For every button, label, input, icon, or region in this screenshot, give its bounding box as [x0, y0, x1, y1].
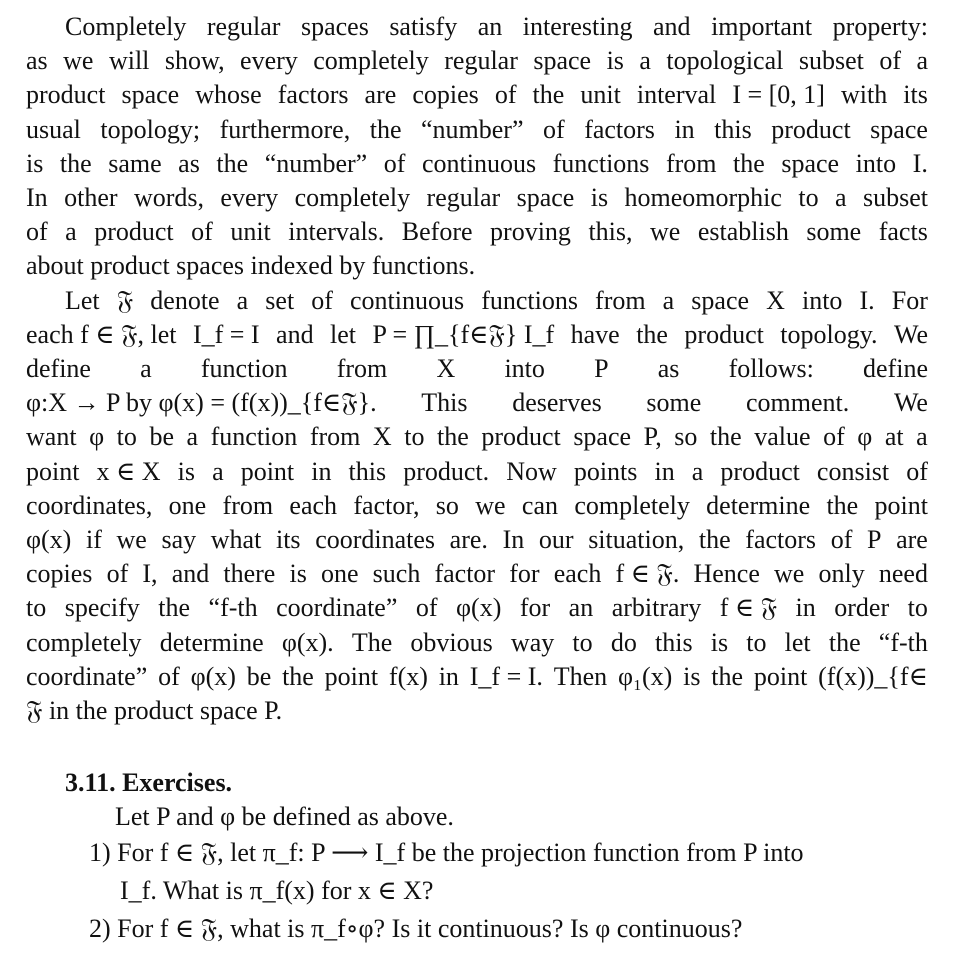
- word: a: [236, 285, 249, 315]
- text-line: [26, 78, 928, 112]
- word: f ∈ 𝔉: [719, 593, 778, 623]
- word: are: [364, 80, 397, 110]
- word: its: [275, 525, 301, 555]
- word: of: [383, 148, 406, 178]
- word: the: [711, 661, 744, 691]
- word: for: [519, 593, 551, 623]
- word: φ:X → P by φ(x) = (f(x))_{f∈𝔉}.: [26, 388, 377, 418]
- word: an: [477, 12, 503, 41]
- word: functions: [552, 148, 650, 178]
- word: the: [282, 661, 314, 691]
- word: product: [720, 456, 800, 486]
- text-line: [26, 318, 928, 352]
- word: let: [784, 627, 811, 657]
- word: our: [538, 525, 574, 555]
- word: functions: [481, 285, 578, 315]
- word: I.: [912, 148, 928, 178]
- word: of: [823, 422, 845, 452]
- word: set: [265, 285, 295, 315]
- word: P: [867, 525, 882, 555]
- word: an: [568, 593, 594, 623]
- word: from: [665, 148, 717, 178]
- text-line: [26, 44, 928, 78]
- text-line: [26, 147, 928, 181]
- word: the: [828, 627, 861, 657]
- word: for: [509, 559, 540, 589]
- word: this: [714, 114, 752, 144]
- word: a: [212, 456, 224, 486]
- word: property:: [832, 12, 928, 41]
- word: product.: [403, 456, 490, 486]
- word: 𝔉: [116, 285, 134, 315]
- word: determine: [706, 490, 811, 520]
- word: subset: [862, 183, 928, 213]
- word: in: [438, 661, 459, 691]
- word: point: [324, 661, 379, 691]
- word: regular: [426, 183, 501, 213]
- word: some: [646, 388, 702, 418]
- word: we: [116, 525, 147, 555]
- exercises-heading: 3.11. Exercises.: [65, 768, 233, 798]
- word: as: [26, 46, 48, 76]
- word: of: [879, 46, 901, 76]
- word: topological: [666, 46, 784, 76]
- word: other: [64, 183, 118, 213]
- word: and: [653, 12, 691, 41]
- word: usual: [26, 114, 81, 144]
- word: satisfy: [389, 12, 458, 41]
- word: so: [435, 490, 459, 520]
- word: coordinates: [315, 525, 436, 555]
- word: we: [475, 490, 506, 520]
- word: “f-th: [208, 593, 258, 623]
- word: of: [158, 661, 180, 691]
- word: product: [481, 422, 561, 452]
- word: this: [348, 456, 387, 486]
- word: 𝔉 in the product space P.: [26, 696, 283, 726]
- word: space: [870, 114, 928, 144]
- word: φ: [89, 422, 105, 452]
- word: is: [606, 46, 624, 76]
- word: point: [240, 456, 295, 486]
- word: subset: [798, 46, 864, 76]
- word: φ₁(x): [617, 661, 673, 691]
- word: will: [108, 46, 150, 76]
- word: In: [26, 183, 48, 213]
- word: spaces: [300, 12, 369, 41]
- word: unit: [230, 217, 271, 247]
- word: interval: [636, 80, 717, 110]
- word: and: [276, 319, 314, 349]
- word: a: [140, 354, 152, 384]
- word: its: [903, 80, 928, 110]
- text-line: [26, 694, 928, 728]
- paragraph-2: [26, 284, 928, 729]
- text-line: [26, 660, 928, 694]
- word: factor,: [353, 490, 420, 520]
- word: a: [835, 183, 847, 213]
- text-line: [26, 215, 928, 249]
- word: of: [26, 217, 48, 247]
- word: I_f = I.: [469, 661, 543, 691]
- word: the: [709, 422, 742, 452]
- word: X: [372, 422, 392, 452]
- word: from: [336, 354, 388, 384]
- word: in: [674, 114, 695, 144]
- word: into: [504, 354, 545, 384]
- word: to: [746, 627, 767, 657]
- word: point: [874, 490, 928, 520]
- word: of: [830, 525, 853, 555]
- word: the: [216, 148, 249, 178]
- word: function: [210, 422, 298, 452]
- word: X: [766, 285, 785, 315]
- word: is: [289, 559, 307, 589]
- word: continuous: [421, 148, 537, 178]
- word: φ: [857, 422, 873, 452]
- word: Now: [506, 456, 557, 486]
- word: the: [369, 114, 402, 144]
- word: factors: [584, 114, 655, 144]
- word: of: [415, 593, 438, 623]
- word: φ(x): [26, 525, 72, 555]
- text-line: [26, 284, 928, 318]
- word: “number”: [264, 148, 368, 178]
- word: specify: [64, 593, 140, 623]
- word: In: [502, 525, 525, 555]
- word: the: [698, 525, 731, 555]
- word: say: [161, 525, 197, 555]
- text-line: [26, 591, 928, 625]
- word: in: [311, 456, 332, 486]
- word: so: [674, 422, 698, 452]
- word: whose: [195, 80, 262, 110]
- word: do: [610, 627, 637, 657]
- text-line: [26, 455, 928, 489]
- word: determine: [159, 627, 264, 657]
- word: φ(x): [190, 661, 236, 691]
- word: “number”: [421, 114, 524, 144]
- word: to: [907, 593, 928, 623]
- word: a: [186, 422, 199, 452]
- word: I,: [142, 559, 158, 589]
- word: the: [158, 593, 191, 623]
- word: coordinate”: [276, 593, 398, 623]
- word: establish: [697, 217, 789, 247]
- word: coordinates,: [26, 490, 153, 520]
- word: coordinate”: [26, 661, 148, 691]
- word: product: [684, 319, 764, 349]
- word: value: [754, 422, 811, 452]
- word: define: [863, 354, 928, 384]
- word: This: [421, 388, 468, 418]
- word: need: [878, 559, 928, 589]
- word: this: [655, 627, 693, 657]
- word: space: [121, 80, 180, 110]
- word: I = [0, 1]: [732, 80, 825, 110]
- word: Let: [65, 285, 100, 315]
- word: some: [806, 217, 862, 247]
- word: factors: [277, 80, 349, 110]
- word: into: [855, 148, 897, 178]
- word: from: [309, 422, 361, 452]
- word: can: [521, 490, 558, 520]
- paragraph-1: [26, 10, 928, 284]
- exercise-2: 2) For f ∈ 𝔉, what is π_f∘φ? Is it continuous? Is φ continuous?: [89, 914, 743, 944]
- word: if: [85, 525, 102, 555]
- word: we: [650, 217, 681, 247]
- word: topology.: [780, 319, 878, 349]
- word: a: [65, 217, 77, 247]
- word: X: [436, 354, 456, 384]
- word: from: [222, 490, 274, 520]
- word: as: [657, 354, 680, 384]
- word: completely: [313, 46, 429, 76]
- word: intervals.: [288, 217, 385, 247]
- text-line: [26, 181, 928, 215]
- word: order: [834, 593, 890, 623]
- word: a: [916, 46, 928, 76]
- word: situation,: [588, 525, 685, 555]
- word: φ(x).: [281, 627, 334, 657]
- word: we: [774, 559, 805, 589]
- word: important: [711, 12, 813, 41]
- word: and: [171, 559, 210, 589]
- word: φ(x): [456, 593, 502, 623]
- word: copies: [26, 559, 93, 589]
- word: of: [106, 559, 129, 589]
- word: I.: [859, 285, 875, 315]
- word: be: [246, 661, 272, 691]
- text-line: [26, 420, 928, 454]
- word: completely: [26, 627, 142, 657]
- word: furthermore,: [219, 114, 351, 144]
- word: space: [781, 148, 840, 178]
- text-line: [26, 249, 928, 283]
- word: space: [691, 285, 750, 315]
- word: is: [710, 627, 729, 657]
- word: Hence: [693, 559, 760, 589]
- word: one: [320, 559, 359, 589]
- word: of: [543, 114, 565, 144]
- word: Completely: [65, 12, 187, 41]
- word: same: [108, 148, 162, 178]
- word: as: [178, 148, 200, 178]
- word: factors: [745, 525, 817, 555]
- word: the: [826, 490, 859, 520]
- word: is: [683, 661, 701, 691]
- word: have: [570, 319, 620, 349]
- word: a: [691, 456, 704, 486]
- word: the: [636, 319, 668, 349]
- word: from: [595, 285, 646, 315]
- text-line: [26, 113, 928, 147]
- word: of: [906, 456, 928, 486]
- word: Before: [401, 217, 473, 247]
- word: each: [553, 559, 602, 589]
- word: denote: [150, 285, 220, 315]
- word: each f ∈ 𝔉, let: [26, 319, 177, 349]
- word: want: [26, 422, 77, 452]
- word: this,: [588, 217, 633, 247]
- word: space: [516, 183, 575, 213]
- word: regular: [444, 46, 518, 76]
- word: point: [753, 661, 808, 691]
- word: factor: [434, 559, 496, 589]
- word: regular: [206, 12, 281, 41]
- word: to: [116, 422, 137, 452]
- word: is: [26, 148, 44, 178]
- word: space: [573, 422, 632, 452]
- word: of: [494, 80, 517, 110]
- text-line: [26, 557, 928, 591]
- exercise-1-line-2: I_f. What is π_f(x) for x ∈ X?: [120, 876, 434, 906]
- word: completely: [574, 490, 690, 520]
- word: Then: [553, 661, 608, 691]
- text-line: [26, 626, 928, 660]
- word: x ∈ X: [96, 456, 161, 486]
- word: copies: [412, 80, 479, 110]
- exercise-1-line-1: 1) For f ∈ 𝔉, let π_f: P ⟶ I_f be the projection function from P into: [89, 838, 804, 868]
- word: there: [223, 559, 276, 589]
- word: P,: [643, 422, 662, 452]
- word: to: [404, 422, 425, 452]
- word: show,: [164, 46, 225, 76]
- word: We: [893, 388, 928, 418]
- word: of: [191, 217, 213, 247]
- text-line: [26, 352, 928, 386]
- word: with: [841, 80, 888, 110]
- word: homeomorphic: [624, 183, 782, 213]
- word: such: [372, 559, 421, 589]
- word: points: [573, 456, 638, 486]
- word: one: [168, 490, 207, 520]
- word: point: [26, 456, 80, 486]
- word: to: [26, 593, 47, 623]
- word: topology;: [100, 114, 201, 144]
- text-line: [26, 386, 928, 420]
- word: to: [572, 627, 593, 657]
- word: the: [733, 148, 765, 178]
- word: For: [891, 285, 928, 315]
- word: be: [149, 422, 174, 452]
- word: are: [896, 525, 928, 555]
- word: words,: [133, 183, 204, 213]
- word: P = ∏_{f∈𝔉} I_f: [372, 319, 555, 349]
- word: space: [533, 46, 592, 76]
- word: “f-th: [878, 627, 928, 657]
- word: let: [330, 319, 357, 349]
- word: what: [210, 525, 262, 555]
- word: a: [662, 285, 675, 315]
- word: the: [59, 148, 92, 178]
- word: each: [289, 490, 338, 520]
- word: function: [200, 354, 288, 384]
- word: to: [798, 183, 819, 213]
- word: completely: [294, 183, 411, 213]
- word: product: [26, 80, 106, 110]
- word: The: [351, 627, 393, 657]
- word: define: [26, 354, 91, 384]
- word: in: [795, 593, 816, 623]
- word: comment.: [746, 388, 850, 418]
- word: are.: [449, 525, 488, 555]
- word: f(x): [388, 661, 428, 691]
- word: continuous: [350, 285, 465, 315]
- word: interesting: [522, 12, 633, 41]
- word: P: [594, 354, 609, 384]
- text-line: [26, 523, 928, 557]
- word: arbitrary: [611, 593, 702, 623]
- word: product: [94, 217, 174, 247]
- text-line: [26, 489, 928, 523]
- text-line: [26, 10, 928, 44]
- word: proving: [490, 217, 571, 247]
- word: we: [63, 46, 94, 76]
- word: follows:: [728, 354, 814, 384]
- word: obvious: [410, 627, 493, 657]
- word: the: [532, 80, 565, 110]
- word: deserves: [512, 388, 602, 418]
- word: into: [801, 285, 843, 315]
- word: a: [916, 422, 928, 452]
- word: (f(x))_{f∈: [818, 661, 928, 691]
- word: of: [311, 285, 333, 315]
- word: way: [510, 627, 555, 657]
- word: f ∈ 𝔉.: [615, 559, 680, 589]
- word: is: [177, 456, 195, 486]
- word: every: [240, 46, 298, 76]
- word: is: [590, 183, 609, 213]
- word: I_f = I: [192, 319, 260, 349]
- word: facts: [878, 217, 928, 247]
- word: We: [894, 319, 928, 349]
- word: in: [654, 456, 675, 486]
- word: about product spaces indexed by functions.: [26, 251, 476, 281]
- word: a: [639, 46, 651, 76]
- word: product: [771, 114, 851, 144]
- exercises-intro: Let P and φ be defined as above.: [115, 802, 454, 832]
- word: at: [884, 422, 904, 452]
- word: unit: [580, 80, 621, 110]
- word: consist: [816, 456, 890, 486]
- word: the: [437, 422, 469, 452]
- word: every: [220, 183, 279, 213]
- word: only: [818, 559, 865, 589]
